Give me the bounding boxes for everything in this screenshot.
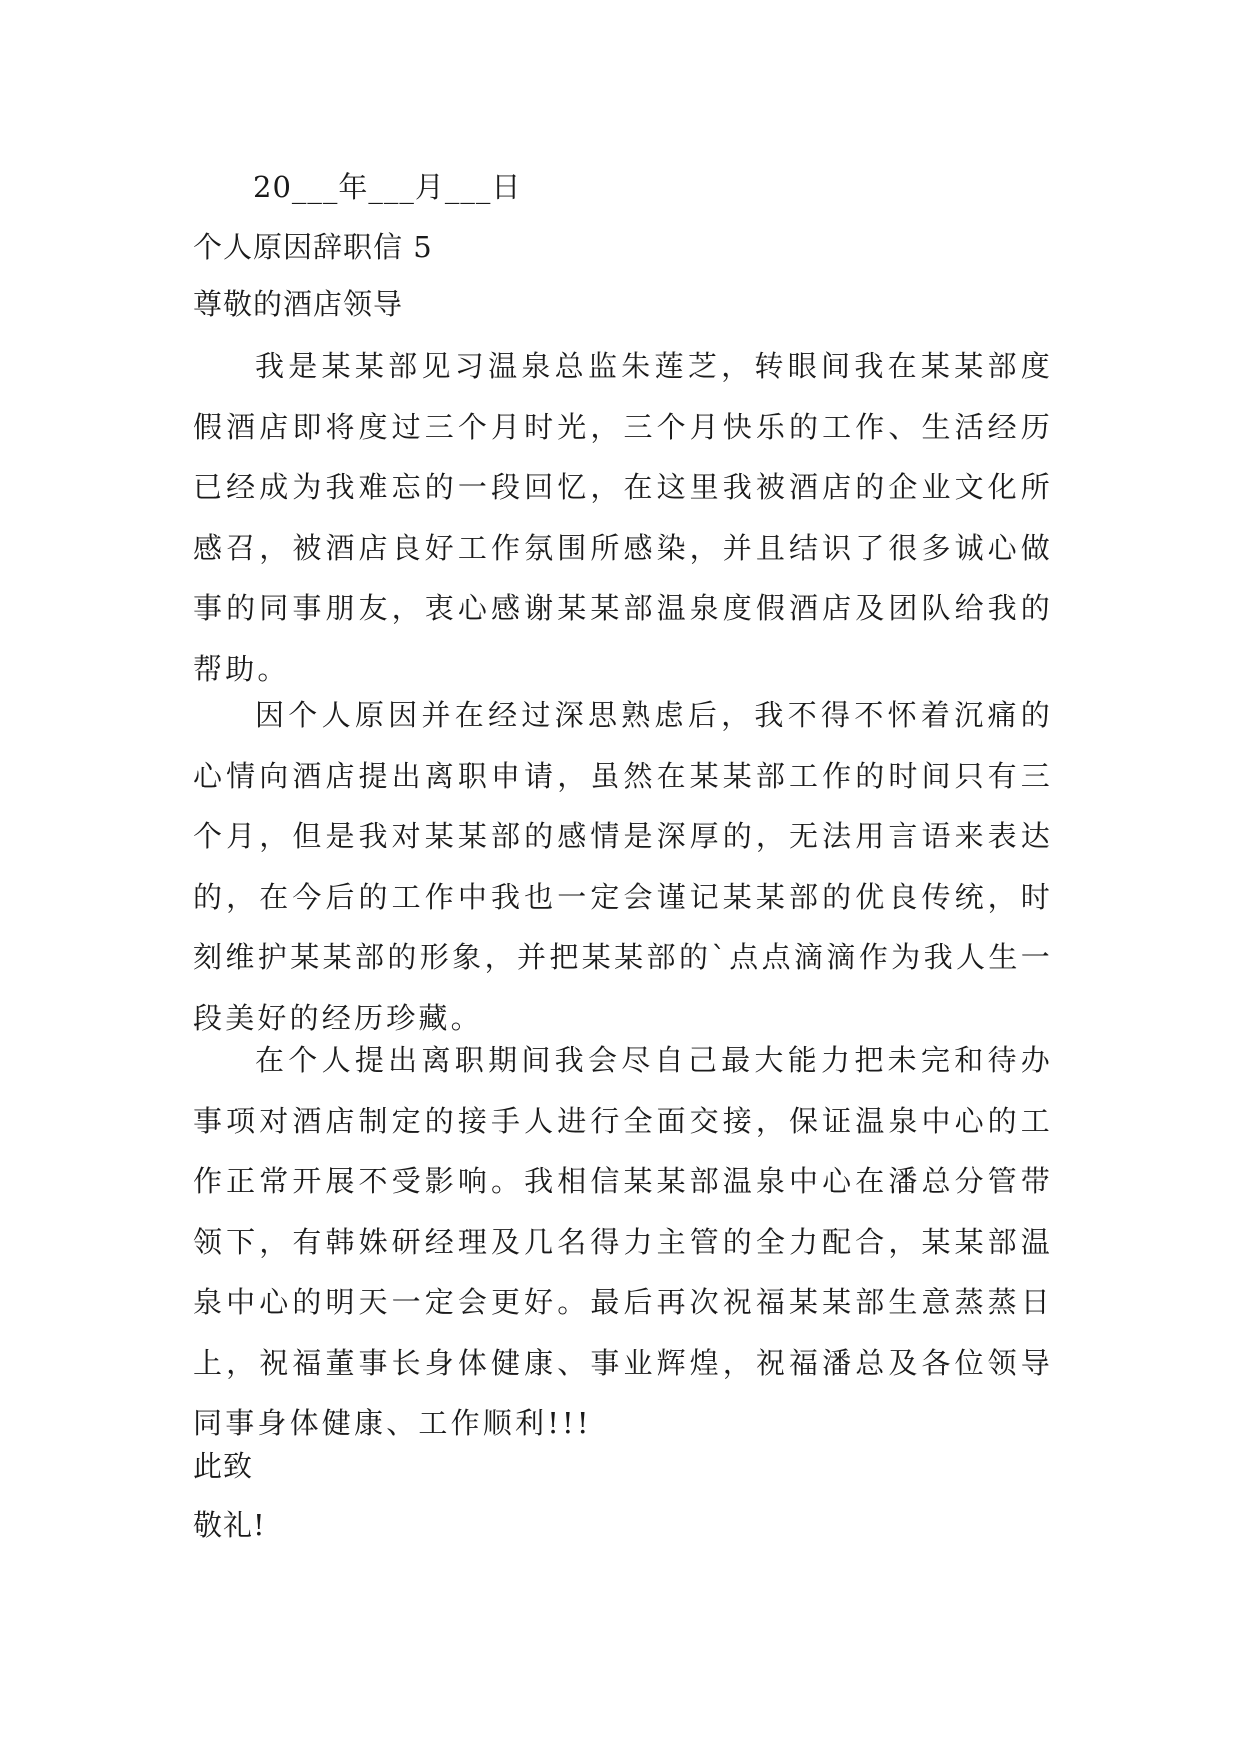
letter-title: 个人原因辞职信 5 <box>193 230 433 264</box>
closing-phrase: 此致 <box>193 1449 254 1483</box>
body-paragraph-2: 因个人原因并在经过深思熟虑后，我不得不怀着沉痛的心情向酒店提出离职申请，虽然在某某部工作的时间只有三个月，但是我对某某部的感情是深厚的，无法用言语来表达的，在今后的工作中我也一定会谨记某某部的优良传统，时刻维护某某部的形象，并把某某部的`点点滴滴作为我人生一段美好的经历珍藏。 <box>193 698 1053 1035</box>
date-line: 20___年___月___日 <box>253 170 522 204</box>
salutation: 尊敬的酒店领导 <box>193 287 404 321</box>
closing-regards: 敬礼! <box>193 1508 266 1542</box>
body-paragraph-1: 我是某某部见习温泉总监朱莲芝，转眼间我在某某部度假酒店即将度过三个月时光，三个月快乐的工作、生活经历已经成为我难忘的一段回忆，在这里我被酒店的企业文化所感召，被酒店良好工作氛围所感染，并且结识了很多诚心做事的同事朋友，衷心感谢某某部温泉度假酒店及团队给我的帮助。 <box>193 349 1053 686</box>
body-paragraph-3: 在个人提出离职期间我会尽自己最大能力把未完和待办事项对酒店制定的接手人进行全面交接，保证温泉中心的工作正常开展不受影响。我相信某某部温泉中心在潘总分管带领下，有韩姝研经理及几名得力主管的全力配合，某某部温泉中心的明天一定会更好。最后再次祝福某某部生意蒸蒸日上，祝福董事长身体健康、事业辉煌，祝福潘总及各位领导同事身体健康、工作顺利!!! <box>193 1043 1053 1440</box>
